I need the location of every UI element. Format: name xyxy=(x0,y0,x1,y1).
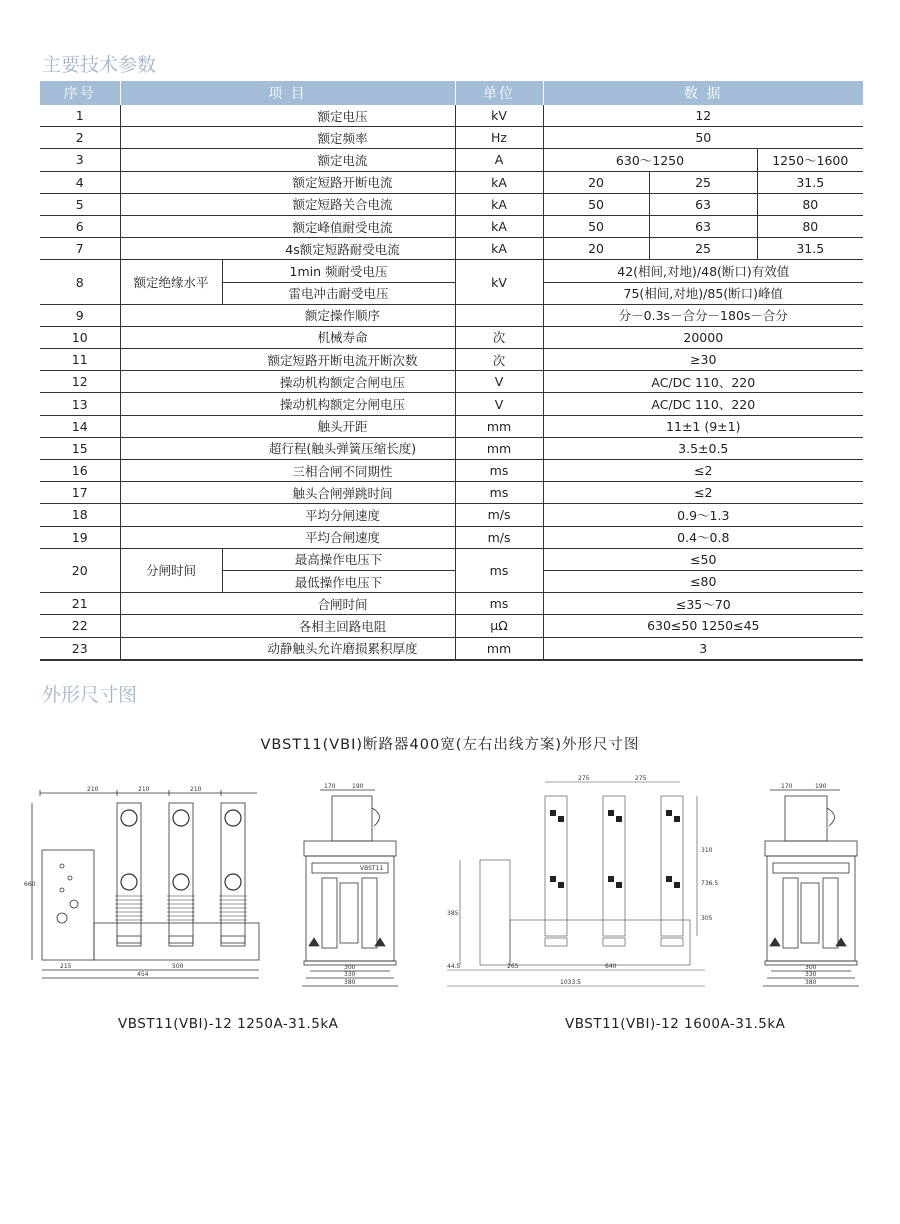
table-cell: 分－0.3s－合分－180s－合分 xyxy=(543,304,863,326)
table-cell: ms xyxy=(455,548,543,592)
dim-label: 210 xyxy=(190,786,202,793)
dim-label: 275 xyxy=(578,775,590,782)
table-cell: Hz xyxy=(455,127,543,149)
dim-label: 210 xyxy=(87,786,99,793)
table-cell: m/s xyxy=(455,504,543,526)
table-cell: 25 xyxy=(649,171,757,193)
table-cell: 4s额定短路耐受电流 xyxy=(120,238,455,260)
table-cell: 额定短路开断电流开断次数 xyxy=(120,349,455,371)
dim-label: 310 xyxy=(701,847,713,854)
table-cell: ms xyxy=(455,460,543,482)
table-row xyxy=(40,349,863,371)
table-cell: 1 xyxy=(40,105,120,127)
table-cell: ≤35～70 xyxy=(543,593,863,615)
section-title-dims: 外形尺寸图 xyxy=(42,684,138,706)
table-cell: 14 xyxy=(40,415,120,437)
table-cell: 额定电流 xyxy=(120,149,455,171)
table-cell: ms xyxy=(455,482,543,504)
plate-text: VBST11 xyxy=(360,865,384,872)
dim-label: 170 xyxy=(781,783,793,790)
table-row xyxy=(40,371,863,393)
table-cell: kA xyxy=(455,238,543,260)
table-cell: 额定峰值耐受电流 xyxy=(120,215,455,237)
dim-label: 190 xyxy=(352,783,364,790)
table-cell: 16 xyxy=(40,460,120,482)
spec-table xyxy=(40,81,863,661)
table-cell: ≥30 xyxy=(543,349,863,371)
drawing-title: VBST11(VBI)断路器400宽(左右出线方案)外形尺寸图 xyxy=(260,737,640,753)
table-cell: 次 xyxy=(455,326,543,348)
table-cell: mm xyxy=(455,415,543,437)
dim-label: 330 xyxy=(805,971,817,978)
table-cell: 80 xyxy=(757,215,863,237)
header-unit: 单位 xyxy=(455,81,543,105)
dim-label: 300 xyxy=(344,964,356,971)
table-cell: 13 xyxy=(40,393,120,415)
table-cell: m/s xyxy=(455,526,543,548)
table-cell: 17 xyxy=(40,482,120,504)
dim-label: 660 xyxy=(24,881,36,888)
table-cell: V xyxy=(455,393,543,415)
drawing-left-side xyxy=(290,778,405,993)
table-cell: mm xyxy=(455,437,543,459)
table-cell: 最高操作电压下 xyxy=(222,548,455,570)
drawing-right-side xyxy=(755,778,870,993)
table-cell: 11 xyxy=(40,349,120,371)
table-row xyxy=(40,260,863,282)
table-cell: 平均分闸速度 xyxy=(120,504,455,526)
table-cell: 雷电冲击耐受电压 xyxy=(222,282,455,304)
table-cell: ≤50 xyxy=(543,548,863,570)
table-cell: 18 xyxy=(40,504,120,526)
caption-left: VBST11(VBI)-12 1250A-31.5kA xyxy=(118,1016,339,1032)
table-row xyxy=(40,593,863,615)
table-row xyxy=(40,127,863,149)
header-no: 序号 xyxy=(40,81,120,105)
table-cell: 机械寿命 xyxy=(120,326,455,348)
table-cell: 额定操作顺序 xyxy=(120,304,455,326)
header-item: 项 目 xyxy=(120,81,455,105)
table-cell: 630≤50 1250≤45 xyxy=(543,615,863,637)
table-cell: ms xyxy=(455,593,543,615)
section-title-params: 主要技术参数 xyxy=(42,54,157,76)
table-cell: 次 xyxy=(455,349,543,371)
table-row xyxy=(40,105,863,127)
table-cell: 15 xyxy=(40,437,120,459)
table-row xyxy=(40,460,863,482)
table-cell: 分闸时间 xyxy=(120,548,222,592)
table-cell: 50 xyxy=(543,215,649,237)
table-cell: 75(相间,对地)/85(断口)峰值 xyxy=(543,282,863,304)
table-cell: 5 xyxy=(40,193,120,215)
table-cell: 3.5±0.5 xyxy=(543,437,863,459)
dim-label: 170 xyxy=(324,783,336,790)
table-row xyxy=(40,215,863,237)
table-row xyxy=(40,548,863,570)
table-cell: kV xyxy=(455,105,543,127)
table-cell: mm xyxy=(455,637,543,660)
table-cell: 12 xyxy=(543,105,863,127)
table-row xyxy=(40,526,863,548)
table-cell: 6 xyxy=(40,215,120,237)
table-cell: 触头合闸弹跳时间 xyxy=(120,482,455,504)
drawing-left-front xyxy=(22,778,272,988)
table-cell: AC/DC 110、220 xyxy=(543,393,863,415)
table-cell: kV xyxy=(455,260,543,304)
header-data: 数 据 xyxy=(543,81,863,105)
table-cell: 触头开距 xyxy=(120,415,455,437)
table-row xyxy=(40,304,863,326)
dim-label: 640 xyxy=(605,963,617,970)
table-cell: 最低操作电压下 xyxy=(222,570,455,592)
table-cell: 7 xyxy=(40,238,120,260)
table-header-row xyxy=(40,81,863,105)
table-cell: μΩ xyxy=(455,615,543,637)
dim-label: 190 xyxy=(815,783,827,790)
table-row xyxy=(40,193,863,215)
dim-label: 500 xyxy=(172,963,184,970)
table-row xyxy=(40,437,863,459)
dim-label: 330 xyxy=(344,971,356,978)
dim-label: 275 xyxy=(635,775,647,782)
table-cell: 1250～1600 xyxy=(757,149,863,171)
dim-label: 380 xyxy=(344,979,356,986)
table-cell: kA xyxy=(455,171,543,193)
table-cell: ≤2 xyxy=(543,460,863,482)
table-cell: 63 xyxy=(649,215,757,237)
dim-label: 210 xyxy=(138,786,150,793)
table-cell: ≤80 xyxy=(543,570,863,592)
table-row xyxy=(40,326,863,348)
table-cell: V xyxy=(455,371,543,393)
table-row xyxy=(40,238,863,260)
table-row xyxy=(40,482,863,504)
dim-label: 44.5 xyxy=(447,963,461,970)
table-cell: 3 xyxy=(543,637,863,660)
table-cell: 合闸时间 xyxy=(120,593,455,615)
table-cell: 8 xyxy=(40,260,120,304)
dim-label: 1033.5 xyxy=(560,979,581,986)
table-cell: 20 xyxy=(543,171,649,193)
table-row xyxy=(40,615,863,637)
table-cell: 0.4～0.8 xyxy=(543,526,863,548)
table-cell: 1min 频耐受电压 xyxy=(222,260,455,282)
dim-label: 215 xyxy=(60,963,72,970)
table-cell: 额定短路开断电流 xyxy=(120,171,455,193)
table-row xyxy=(40,393,863,415)
dim-label: 454 xyxy=(137,971,149,978)
table-cell: 31.5 xyxy=(757,171,863,193)
table-cell: 9 xyxy=(40,304,120,326)
table-row xyxy=(40,415,863,437)
table-cell: 63 xyxy=(649,193,757,215)
table-cell: 4 xyxy=(40,171,120,193)
table-cell: kA xyxy=(455,215,543,237)
table-cell: 12 xyxy=(40,371,120,393)
table-cell: 0.9～1.3 xyxy=(543,504,863,526)
table-cell: 25 xyxy=(649,238,757,260)
table-row xyxy=(40,637,863,660)
table-cell: AC/DC 110、220 xyxy=(543,371,863,393)
dim-label: 736.5 xyxy=(701,880,719,887)
dim-label: 300 xyxy=(805,964,817,971)
table-cell: 22 xyxy=(40,615,120,637)
table-cell: 3 xyxy=(40,149,120,171)
dim-label: 265 xyxy=(507,963,519,970)
table-cell: 三相合闸不同期性 xyxy=(120,460,455,482)
table-row xyxy=(40,171,863,193)
table-row xyxy=(40,149,863,171)
table-cell: 操动机构额定合闸电压 xyxy=(120,371,455,393)
table-cell: 630～1250 xyxy=(543,149,757,171)
table-cell: 20 xyxy=(543,238,649,260)
table-cell: 42(相间,对地)/48(断口)有效值 xyxy=(543,260,863,282)
table-cell: 操动机构额定分闸电压 xyxy=(120,393,455,415)
table-cell: ≤2 xyxy=(543,482,863,504)
table-cell: A xyxy=(455,149,543,171)
table-cell: 额定电压 xyxy=(120,105,455,127)
table-cell: 11±1 (9±1) xyxy=(543,415,863,437)
table-cell: 额定频率 xyxy=(120,127,455,149)
table-cell: 20000 xyxy=(543,326,863,348)
table-cell: 10 xyxy=(40,326,120,348)
dim-label: 380 xyxy=(805,979,817,986)
table-cell: 31.5 xyxy=(757,238,863,260)
drawing-right-front xyxy=(445,770,720,995)
caption-right: VBST11(VBI)-12 1600A-31.5kA xyxy=(565,1016,786,1032)
table-cell: 额定短路关合电流 xyxy=(120,193,455,215)
table-cell: 超行程(触头弹簧压缩长度) xyxy=(120,437,455,459)
table-cell: 各相主回路电阻 xyxy=(120,615,455,637)
table-cell: 2 xyxy=(40,127,120,149)
table-cell: 23 xyxy=(40,637,120,660)
table-cell: 平均合闸速度 xyxy=(120,526,455,548)
table-row xyxy=(40,504,863,526)
table-cell: 50 xyxy=(543,193,649,215)
table-cell: 20 xyxy=(40,548,120,592)
table-cell: 50 xyxy=(543,127,863,149)
table-cell: kA xyxy=(455,193,543,215)
dim-label: 385 xyxy=(447,910,459,917)
table-cell: 19 xyxy=(40,526,120,548)
table-cell xyxy=(455,304,543,326)
table-cell: 动静触头允许磨损累积厚度 xyxy=(120,637,455,660)
table-cell: 21 xyxy=(40,593,120,615)
table-cell: 80 xyxy=(757,193,863,215)
table-cell: 额定绝缘水平 xyxy=(120,260,222,304)
dim-label: 305 xyxy=(701,915,713,922)
